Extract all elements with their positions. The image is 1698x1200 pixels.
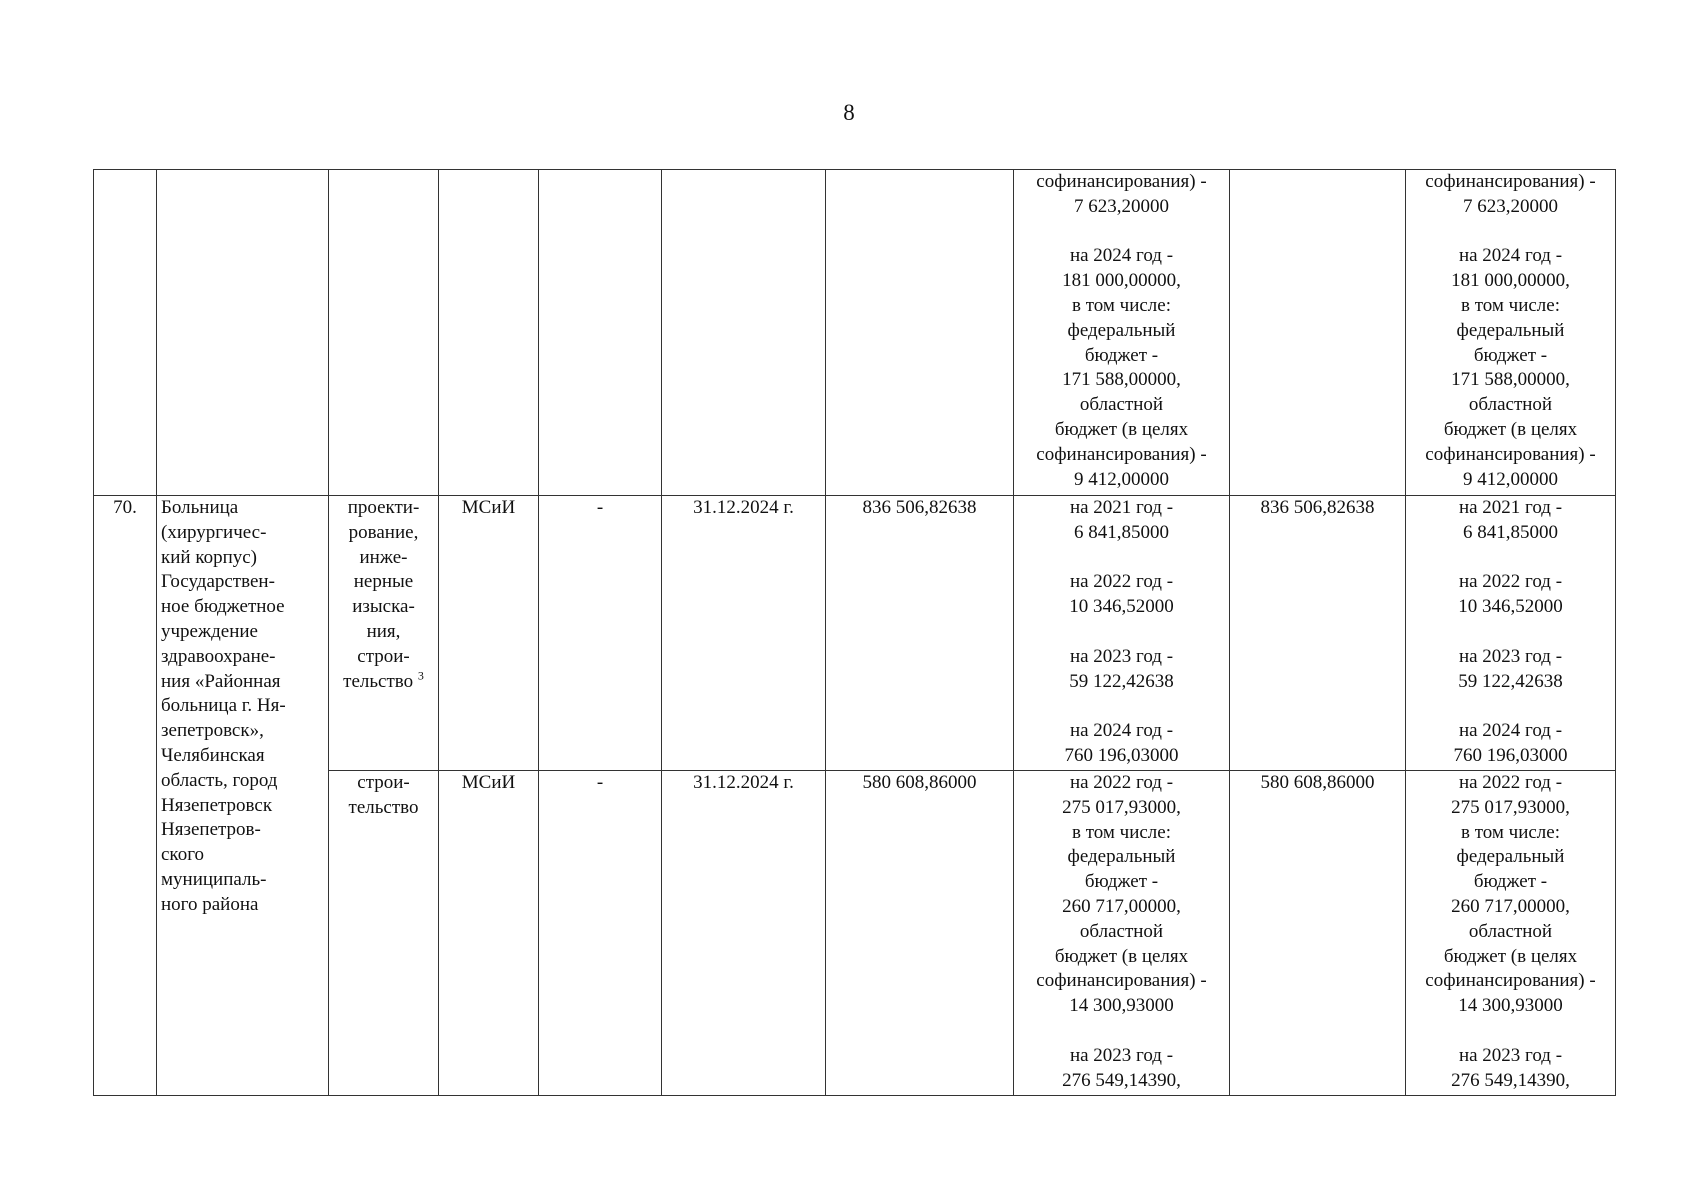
cell-empty: [329, 170, 439, 496]
cell-empty: [662, 170, 826, 496]
cell-empty: [439, 170, 539, 496]
estimated-cost: 580 608,86000: [826, 771, 1014, 1096]
funding-by-year-cell-2: на 2022 год - 275 017,93000, в том числе: федеральный бюджет - 260 717,00000, областной бюджет (в целях софинансирования) - 14 300,93000 на 2023 год - 276 549,14390,: [1406, 771, 1616, 1096]
funding-by-year-cell: софинансирования) - 7 623,20000 на 2024 год - 181 000,00000, в том числе: федеральный бюджет - 171 588,00000, областной бюджет (в целях софинансирования) - 9 412,00000: [1014, 170, 1230, 496]
estimated-cost: 836 506,82638: [826, 496, 1014, 771]
table-row-item-70-design: [94, 496, 1616, 771]
cell-empty: [826, 170, 1014, 496]
customer: МСиИ: [439, 771, 539, 1096]
funding-by-year-cell-2: на 2021 год - 6 841,85000 на 2022 год - 10 346,52000 на 2023 год - 59 122,42638 на 2024 год - 760 196,03000: [1406, 496, 1616, 771]
estimated-cost-2: 580 608,86000: [1230, 771, 1406, 1096]
cell-empty: [539, 170, 662, 496]
work-type: строи- тельство: [329, 771, 439, 1096]
work-type-cell: [329, 496, 439, 771]
funding-by-year-cell: на 2021 год - 6 841,85000 на 2022 год - 10 346,52000 на 2023 год - 59 122,42638 на 2024 год - 760 196,03000: [1014, 496, 1230, 771]
deadline: 31.12.2024 г.: [662, 771, 826, 1096]
customer: МСиИ: [439, 496, 539, 771]
cell-empty: [157, 170, 329, 496]
funding-by-year-cell-2: софинансирования) - 7 623,20000 на 2024 год - 181 000,00000, в том числе: федеральный бюджет - 171 588,00000, областной бюджет (в целях софинансирования) - 9 412,00000: [1406, 170, 1616, 496]
object-name: Больница (хирургичес- кий корпус) Государствен- ное бюджетное учреждение здравоохране- ния «Районная больница г. Ня- зепетровск», Челябинская область, город Нязепетровск Нязепетров- ского муниципаль- ного района: [157, 496, 329, 1096]
work-type: проекти- рование, инже- нерные изыска- ния, строи- тельство: [343, 497, 420, 692]
table-row-continued: [94, 170, 1616, 496]
page-number: 8: [843, 100, 855, 125]
cell-empty: [94, 170, 157, 496]
investment-objects-table: [93, 169, 1616, 1096]
cell-empty: [1230, 170, 1406, 496]
dash-cell: -: [539, 771, 662, 1096]
item-number: 70.: [94, 496, 157, 1096]
funding-by-year-cell: на 2022 год - 275 017,93000, в том числе: федеральный бюджет - 260 717,00000, областной бюджет (в целях софинансирования) - 14 300,93000 на 2023 год - 276 549,14390,: [1014, 771, 1230, 1096]
footnote-mark: 3: [417, 668, 424, 683]
deadline: 31.12.2024 г.: [662, 496, 826, 771]
dash-cell: -: [539, 496, 662, 771]
estimated-cost-2: 836 506,82638: [1230, 496, 1406, 771]
